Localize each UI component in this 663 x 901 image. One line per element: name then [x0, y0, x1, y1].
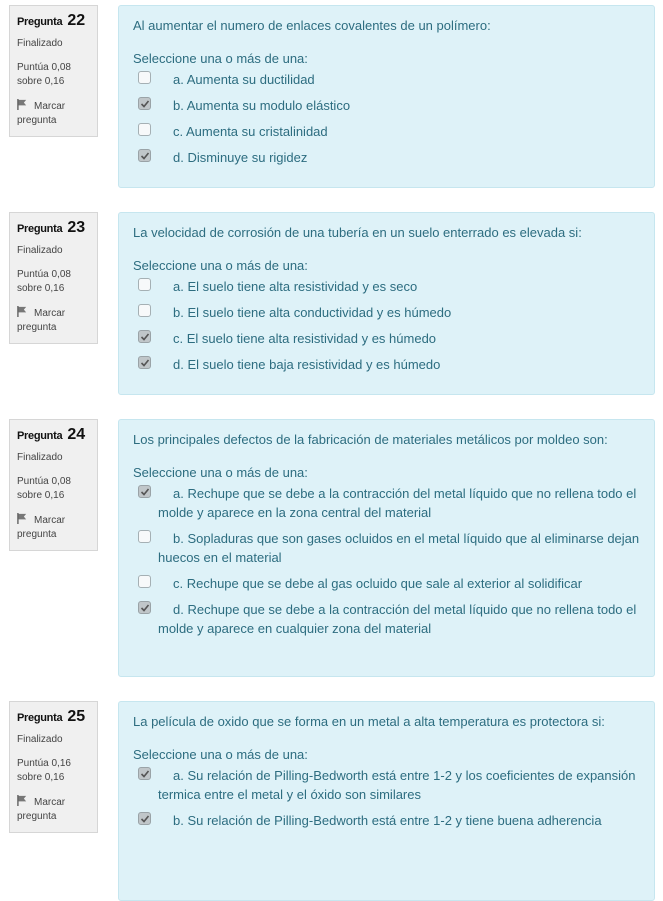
answer-option[interactable]: b. Su relación de Pilling-Bedworth está entre 1-2 y tiene buena adherencia — [133, 811, 640, 830]
question-grade: Puntúa 0,16 sobre 0,16 — [17, 758, 71, 783]
question-content — [118, 701, 655, 901]
question-content — [118, 419, 655, 677]
question-state: Finalizado — [17, 38, 63, 49]
flag-question-button[interactable]: Marcar pregunta — [17, 308, 66, 333]
checkbox[interactable] — [138, 530, 151, 543]
checkbox-checked[interactable] — [138, 97, 151, 110]
answer-option[interactable]: c. El suelo tiene alta resistividad y es húmedo — [133, 329, 640, 348]
checkmark-icon — [140, 769, 150, 779]
answer-option[interactable]: b. Aumenta su modulo elástico — [133, 96, 640, 115]
answer-option[interactable]: a. El suelo tiene alta resistividad y es seco — [133, 277, 640, 296]
answer-option[interactable]: c. Rechupe que se debe al gas ocluido que sale al exterior al solidificar — [133, 574, 640, 593]
question-info — [9, 701, 98, 833]
answer-option[interactable]: a. Su relación de Pilling-Bedworth está entre 1-2 y los coeficientes de expansión termica entre el metal y el óxido son similares — [133, 766, 640, 804]
flag-icon — [17, 306, 28, 317]
checkmark-icon — [140, 99, 150, 109]
flag-icon — [17, 795, 28, 806]
checkbox-checked[interactable] — [138, 149, 151, 162]
question-number: Pregunta 24 — [17, 426, 86, 443]
flag-question-button[interactable]: Marcar pregunta — [17, 101, 66, 126]
answer-option[interactable]: b. El suelo tiene alta conductividad y es húmedo — [133, 303, 640, 322]
answer-prompt: Seleccione una o más de una: — [133, 258, 308, 273]
question-grade: Puntúa 0,08 sobre 0,16 — [17, 269, 71, 294]
question-info — [9, 5, 98, 137]
question-content — [118, 5, 655, 188]
answer-option[interactable]: d. Rechupe que se debe a la contracción del metal líquido que no rellena todo el molde y aparece en cualquier zona del material — [133, 600, 640, 638]
question-number: Pregunta 25 — [17, 708, 86, 725]
answer-prompt: Seleccione una o más de una: — [133, 747, 308, 762]
question-text: Al aumentar el numero de enlaces covalentes de un polímero: — [133, 18, 491, 33]
flag-icon — [17, 99, 28, 110]
checkmark-icon — [140, 358, 150, 368]
checkmark-icon — [140, 487, 150, 497]
question-grade: Puntúa 0,08 sobre 0,16 — [17, 62, 71, 87]
answer-option[interactable]: c. Aumenta su cristalinidad — [133, 122, 640, 141]
answer-prompt: Seleccione una o más de una: — [133, 51, 308, 66]
question-info — [9, 212, 98, 344]
checkmark-icon — [140, 151, 150, 161]
checkbox[interactable] — [138, 71, 151, 84]
question-state: Finalizado — [17, 734, 63, 745]
checkbox[interactable] — [138, 123, 151, 136]
checkbox-checked[interactable] — [138, 601, 151, 614]
checkbox-checked[interactable] — [138, 812, 151, 825]
checkbox[interactable] — [138, 304, 151, 317]
answer-option[interactable]: d. Disminuye su rigidez — [133, 148, 640, 167]
question-number: Pregunta 22 — [17, 12, 86, 29]
question-text: La película de oxido que se forma en un metal a alta temperatura es protectora si: — [133, 714, 605, 729]
checkbox[interactable] — [138, 575, 151, 588]
question-text: La velocidad de corrosión de una tubería en un suelo enterrado es elevada si: — [133, 225, 582, 240]
checkbox[interactable] — [138, 278, 151, 291]
answer-option[interactable]: d. El suelo tiene baja resistividad y es húmedo — [133, 355, 640, 374]
checkbox-checked[interactable] — [138, 356, 151, 369]
checkmark-icon — [140, 603, 150, 613]
question-info — [9, 419, 98, 551]
checkbox-checked[interactable] — [138, 330, 151, 343]
flag-icon — [17, 513, 28, 524]
checkbox-checked[interactable] — [138, 485, 151, 498]
checkmark-icon — [140, 814, 150, 824]
question-grade: Puntúa 0,08 sobre 0,16 — [17, 476, 71, 501]
answer-prompt: Seleccione una o más de una: — [133, 465, 308, 480]
question-state: Finalizado — [17, 452, 63, 463]
answer-option[interactable]: a. Rechupe que se debe a la contracción del metal líquido que no rellena todo el molde y aparece en la zona central del material — [133, 484, 640, 522]
question-state: Finalizado — [17, 245, 63, 256]
answer-option[interactable]: b. Sopladuras que son gases ocluidos en el metal líquido que al eliminarse dejan huecos en el material — [133, 529, 640, 567]
flag-question-button[interactable]: Marcar pregunta — [17, 797, 66, 822]
flag-question-button[interactable]: Marcar pregunta — [17, 515, 66, 540]
question-number: Pregunta 23 — [17, 219, 86, 236]
checkbox-checked[interactable] — [138, 767, 151, 780]
question-text: Los principales defectos de la fabricación de materiales metálicos por moldeo son: — [133, 432, 608, 447]
answer-option[interactable]: a. Aumenta su ductilidad — [133, 70, 640, 89]
question-content — [118, 212, 655, 395]
checkmark-icon — [140, 332, 150, 342]
